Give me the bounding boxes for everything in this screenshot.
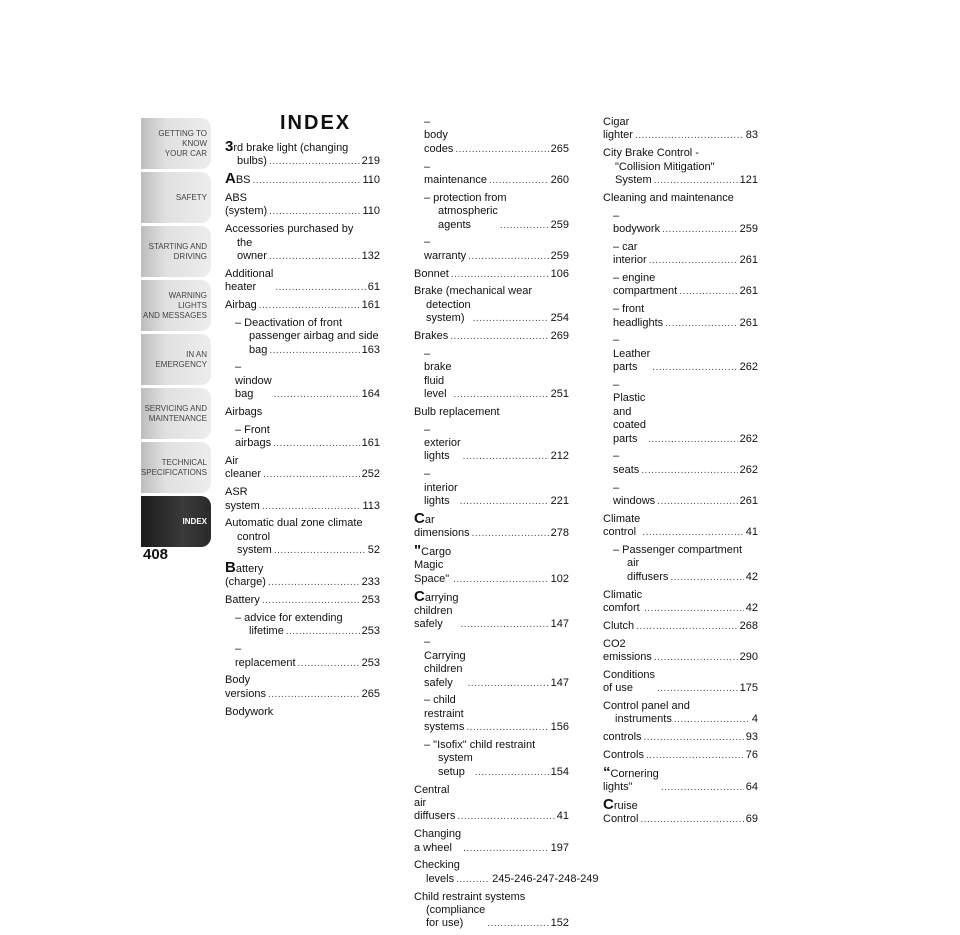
index-entry — [225, 268, 380, 295]
index-entry-label: – advice for extending — [235, 612, 343, 625]
index-entry — [414, 542, 569, 586]
index-entry-continuation: System — [615, 174, 652, 187]
index-entry-label: – child restraint systems — [424, 694, 465, 734]
index-entry-label: – Deactivation of front — [235, 316, 343, 329]
dot-leader — [460, 618, 548, 631]
index-page-number: 221 — [550, 495, 569, 508]
dot-leader — [268, 576, 360, 589]
index-entry-label: ABS (system) — [225, 192, 268, 218]
dot-leader — [274, 544, 366, 557]
index-page-number: 42 — [745, 570, 758, 583]
index-page-number: 4 — [751, 713, 758, 726]
dot-leader — [263, 468, 360, 481]
index-entry — [603, 147, 758, 187]
index-entry — [225, 406, 380, 419]
index-page-number: 254 — [550, 312, 569, 325]
index-page-number: 42 — [745, 602, 758, 615]
index-entry — [603, 272, 758, 299]
dot-leader — [646, 749, 744, 762]
index-page-number: 76 — [745, 749, 758, 762]
index-page-number: 64 — [745, 781, 758, 794]
index-entry — [225, 192, 380, 219]
index-entry-label: – brake fluid level — [424, 347, 452, 401]
index-entry-continuation: "Collision Mitigation" — [615, 160, 715, 173]
dot-leader — [644, 602, 744, 615]
index-page-number: 110 — [362, 205, 380, 218]
dot-leader — [269, 250, 360, 263]
index-entry-label: – body codes — [424, 116, 454, 155]
dot-leader — [455, 143, 548, 156]
index-entry-label: Controls — [603, 749, 644, 762]
page-title: INDEX — [280, 112, 352, 134]
tab-in-an-emergency[interactable]: IN AN EMERGENCY — [141, 334, 211, 385]
index-entry-label: Airbag — [225, 299, 257, 312]
index-page-number: 110 — [362, 174, 380, 187]
dot-leader — [268, 688, 360, 701]
dot-leader — [269, 155, 360, 168]
index-entry — [225, 517, 380, 557]
index-entry-label: arrying children safely — [414, 591, 459, 631]
index-entry — [603, 544, 758, 584]
dot-leader — [298, 657, 360, 670]
index-entry-label: Central air diffusers — [414, 783, 456, 823]
index-page-number: 261 — [739, 285, 758, 298]
index-entry-continuation: bag — [249, 343, 268, 356]
index-entry — [225, 299, 380, 312]
index-page-number: 262 — [739, 432, 758, 445]
index-entry-label: – Carrying children safely — [424, 636, 466, 689]
index-entry — [414, 406, 569, 419]
dot-leader — [674, 713, 750, 726]
index-page-number: 147 — [550, 676, 569, 689]
tab-servicing-and-maintenance[interactable]: SERVICING AND MAINTENANCE — [141, 388, 211, 439]
index-page-number: 161 — [361, 437, 380, 450]
index-initial-letter: A — [225, 170, 236, 188]
index-page-number: 197 — [550, 841, 569, 854]
index-page-number: 132 — [361, 250, 380, 263]
tab-getting-to-know-your-car[interactable]: GETTING TO KNOW YOUR CAR — [141, 118, 211, 169]
index-entry — [414, 509, 569, 541]
index-entry-label: – windows — [613, 481, 656, 508]
index-page-number: 152 — [550, 917, 569, 930]
dot-leader — [670, 571, 743, 584]
dot-leader — [662, 223, 738, 236]
dot-leader — [286, 625, 360, 638]
index-entry — [225, 223, 380, 263]
index-page-number: 212 — [550, 450, 569, 463]
dot-leader — [654, 651, 738, 664]
index-page-number: 261 — [739, 495, 758, 508]
dot-leader — [259, 299, 360, 312]
index-page-number: 269 — [550, 330, 569, 343]
index-entry — [225, 559, 380, 590]
dot-leader — [450, 330, 548, 343]
dot-leader — [473, 312, 549, 325]
dot-leader — [463, 842, 549, 855]
dot-leader — [657, 495, 737, 508]
index-entry-label: – interior lights — [424, 468, 458, 508]
index-entry — [225, 170, 380, 188]
index-entry — [414, 859, 599, 886]
index-page-number: 147 — [550, 618, 569, 631]
index-entry-continuation: control system — [237, 530, 272, 557]
index-entry — [225, 455, 380, 482]
index-entry-label: – front headlights — [613, 303, 664, 329]
index-entry — [603, 749, 758, 762]
index-page-number: 113 — [362, 499, 380, 512]
index-entry-label: CO2 emissions — [603, 637, 652, 664]
index-entry-label: – replacement — [235, 643, 296, 669]
index-column-3 — [603, 116, 758, 831]
section-tabs — [141, 118, 211, 550]
index-entry — [414, 330, 569, 343]
index-initial-letter: B — [225, 559, 236, 577]
index-entry — [225, 486, 380, 513]
tab-starting-and-driving[interactable]: STARTING AND DRIVING — [141, 226, 211, 277]
index-entry-label: Checking — [414, 859, 460, 872]
index-entry-label: Cleaning and maintenance — [603, 191, 734, 204]
dot-leader — [500, 219, 549, 232]
index-page-number: 253 — [361, 656, 380, 669]
dot-leader — [472, 527, 549, 540]
index-entry-label: – car interior — [613, 240, 647, 267]
dot-leader — [657, 682, 738, 695]
index-entry — [414, 285, 569, 325]
index-page-number: 245-246-247-248-249 — [492, 872, 599, 885]
index-page-number: 69 — [745, 813, 758, 826]
index-entry — [225, 674, 380, 701]
index-entry-label: – bodywork — [613, 209, 661, 236]
index-entry — [603, 482, 758, 509]
index-page-number: 93 — [745, 731, 758, 744]
index-entry-label: Body versions — [225, 674, 266, 700]
index-entry — [603, 763, 758, 795]
dot-leader — [451, 268, 549, 281]
index-entry — [225, 361, 380, 401]
index-entry — [414, 828, 569, 855]
index-entry-label: Changing a wheel — [414, 828, 462, 854]
index-page-number: 261 — [739, 316, 758, 329]
index-entry-label: Bodywork — [225, 705, 274, 718]
dot-leader — [654, 174, 738, 187]
index-entry — [603, 513, 758, 540]
index-entry — [603, 334, 758, 374]
index-entry-label: Cigar lighter — [603, 116, 633, 142]
index-entry — [603, 589, 758, 616]
index-entry — [603, 620, 758, 633]
index-entry-label: Battery — [225, 594, 260, 607]
index-page-number: 259 — [550, 218, 569, 231]
index-page-number: 164 — [361, 388, 380, 401]
index-entry — [603, 303, 758, 330]
index-entry — [603, 700, 758, 727]
index-entry — [225, 138, 380, 169]
index-entry-label: – Leather parts — [613, 334, 651, 374]
index-entry-continuation: lifetime — [249, 625, 284, 638]
dot-leader — [274, 388, 360, 401]
index-entry — [414, 268, 569, 281]
index-entry — [414, 161, 569, 188]
dot-leader — [642, 526, 743, 539]
dot-leader — [641, 464, 737, 477]
dot-leader — [648, 433, 738, 446]
dot-leader — [652, 361, 737, 374]
index-entry-label: Bulb replacement — [414, 405, 500, 418]
index-page-number: 219 — [361, 155, 380, 168]
index-page-number: 163 — [361, 343, 380, 356]
index-entry — [603, 638, 758, 665]
index-page-number: 102 — [550, 572, 569, 585]
dot-leader — [262, 594, 360, 607]
index-entry — [603, 450, 758, 477]
index-entry-label: – seats — [613, 450, 640, 476]
dot-leader — [463, 450, 549, 463]
index-page-number: 261 — [739, 254, 758, 267]
dot-leader — [456, 873, 490, 886]
dot-leader — [262, 500, 361, 513]
index-entry-label: – engine compartment — [613, 272, 678, 298]
dot-leader — [665, 317, 738, 330]
index-entry-label: controls — [603, 731, 642, 744]
index-entry-label: rd brake light (changing — [233, 142, 349, 154]
dot-leader — [273, 437, 360, 450]
index-entry-label: – Front airbags — [235, 423, 272, 450]
tab-technical-specifications[interactable]: TECHNICAL SPECIFICATIONS — [141, 442, 211, 493]
dot-leader — [269, 344, 359, 357]
dot-leader — [679, 285, 737, 298]
index-page-number: 278 — [550, 527, 569, 540]
index-initial-letter: " — [414, 542, 422, 560]
index-page-number: 83 — [745, 129, 758, 142]
index-page-number: 290 — [739, 651, 758, 664]
index-entry-label: – Plastic and coated parts — [613, 379, 647, 445]
index-page-number: 252 — [361, 468, 380, 481]
index-page-number: 121 — [739, 174, 758, 187]
index-entry — [603, 796, 758, 827]
index-entry-label: Additional heater — [225, 267, 274, 294]
dot-leader — [253, 174, 361, 187]
index-entry — [225, 612, 380, 639]
index-entry-label: Accessories purchased by — [225, 223, 354, 236]
index-page-number: 175 — [739, 682, 758, 695]
index-entry — [414, 348, 569, 402]
index-entry — [414, 116, 569, 156]
index-entry-continuation: system setup — [438, 752, 473, 778]
dot-leader — [269, 205, 360, 218]
dot-leader — [661, 781, 744, 794]
index-entry — [414, 694, 569, 734]
index-page-number: 259 — [550, 249, 569, 262]
index-page-number: 268 — [739, 619, 758, 632]
index-page-number: 265 — [550, 142, 569, 155]
index-entry — [603, 116, 758, 143]
index-page-number: 253 — [361, 625, 380, 638]
tab-warning-lights-and-messages[interactable]: WARNING LIGHTS AND MESSAGES — [141, 280, 211, 331]
index-entry-label: – protection from — [424, 191, 507, 204]
index-entry-label: – window bag — [235, 361, 272, 401]
tab-index[interactable]: INDEX — [141, 496, 211, 547]
index-entry-label: – exterior lights — [424, 423, 461, 463]
dot-leader — [475, 766, 549, 779]
index-page-number: 61 — [367, 281, 380, 294]
index-page-number: 253 — [361, 594, 380, 607]
index-entry-label: Bonnet — [414, 267, 449, 280]
index-entry-continuation: passenger airbag and side — [249, 330, 379, 343]
index-entry-label: Brake (mechanical wear — [414, 285, 532, 298]
index-entry — [414, 424, 569, 464]
index-entry — [414, 192, 569, 232]
dot-leader — [649, 254, 738, 267]
index-entry-label: ruise Control — [603, 800, 639, 826]
index-entry-label: attery (charge) — [225, 563, 266, 589]
dot-leader — [644, 731, 744, 744]
index-entry-label: Control panel and — [603, 700, 690, 713]
dot-leader — [468, 250, 548, 263]
index-page-number: 262 — [739, 361, 758, 374]
index-entry-label: Climatic comfort — [603, 588, 643, 615]
index-initial-letter: C — [414, 587, 425, 605]
index-entry-label: Brakes — [414, 330, 449, 343]
index-entry-label: Child restraint systems — [414, 890, 526, 903]
index-entry — [414, 784, 569, 824]
index-page-number: 260 — [550, 174, 569, 187]
index-entry — [225, 317, 380, 357]
index-page-number: 52 — [367, 544, 380, 557]
dot-leader — [636, 620, 737, 633]
index-entry-label: Cornering lights” — [603, 767, 659, 794]
index-entry-continuation: atmospheric agents — [438, 205, 498, 231]
index-entry-label: – warranty — [424, 236, 467, 262]
dot-leader — [466, 721, 548, 734]
index-initial-letter: C — [603, 796, 614, 814]
index-initial-letter: “ — [603, 763, 611, 781]
index-page-number: 41 — [745, 526, 758, 539]
index-entry-continuation: air diffusers — [627, 557, 669, 583]
index-entry — [414, 468, 569, 508]
index-entry — [414, 891, 569, 931]
index-entry-continuation: the owner — [237, 236, 267, 263]
tab-safety[interactable]: SAFETY — [141, 172, 211, 223]
index-page-number: 259 — [739, 223, 758, 236]
index-entry-label: Conditions of use — [603, 668, 655, 695]
dot-leader — [457, 810, 554, 823]
index-entry-label: BS — [235, 174, 251, 187]
index-page-number: 233 — [361, 576, 380, 589]
index-entry-label: ASR system — [225, 486, 260, 512]
index-page-number: 161 — [361, 299, 380, 312]
index-entry-continuation: instruments — [615, 713, 672, 726]
index-entry-label: – Passenger compartment — [613, 544, 743, 557]
dot-leader — [454, 388, 549, 401]
dot-leader — [640, 813, 743, 826]
index-initial-letter: C — [414, 509, 425, 527]
dot-leader — [489, 174, 549, 187]
index-entry-label: Airbags — [225, 406, 263, 419]
index-entry — [603, 731, 758, 744]
index-entry-label: – maintenance — [424, 160, 487, 187]
index-entry-continuation: bulbs) — [237, 155, 267, 168]
index-entry-label: Climate control — [603, 512, 641, 539]
page-number: 408 — [143, 546, 169, 563]
index-entry — [603, 192, 758, 205]
index-entry-label: Automatic dual zone climate — [225, 517, 363, 530]
index-entry-continuation: detection system) — [426, 298, 471, 325]
index-entry — [414, 739, 569, 779]
index-entry-continuation: (compliance for use) — [426, 903, 486, 930]
index-page-number: 265 — [361, 687, 380, 700]
index-entry — [414, 236, 569, 263]
dot-leader — [487, 917, 548, 930]
index-entry-label: Air cleaner — [225, 455, 262, 481]
index-entry — [603, 379, 758, 446]
index-page-number: 262 — [739, 463, 758, 476]
index-entry-label: ar dimensions — [414, 513, 470, 540]
index-entry — [603, 210, 758, 237]
index-entry — [225, 424, 380, 451]
index-page-number: 41 — [556, 810, 569, 823]
index-column-1 — [225, 138, 380, 723]
index-entry-label: Cargo Magic Space" — [414, 546, 452, 585]
index-entry — [414, 636, 569, 690]
index-entry — [225, 643, 380, 670]
dot-leader — [460, 495, 549, 508]
index-entry-label: Clutch — [603, 619, 635, 632]
index-entry-continuation: levels — [426, 872, 455, 885]
index-page-number: 156 — [550, 721, 569, 734]
dot-leader — [635, 129, 744, 142]
index-entry — [603, 241, 758, 268]
index-page-number: 106 — [550, 267, 569, 280]
index-entry-label: – "Isofix" child restraint — [424, 738, 536, 751]
index-entry-label: City Brake Control - — [603, 147, 699, 160]
index-column-2 — [414, 116, 599, 935]
index-page-number: 154 — [550, 765, 569, 778]
index-entry — [414, 587, 569, 632]
index-entry — [225, 594, 380, 607]
dot-leader — [275, 281, 365, 294]
index-initial-letter: 3 — [225, 138, 234, 155]
index-entry — [225, 706, 380, 719]
dot-leader — [453, 573, 549, 586]
index-page-number: 251 — [550, 388, 569, 401]
index-entry — [603, 669, 758, 696]
